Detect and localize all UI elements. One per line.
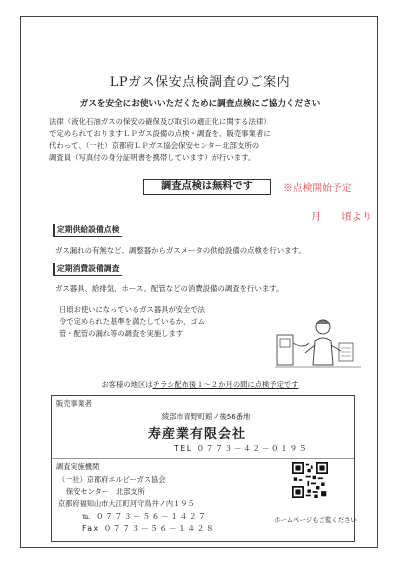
area-note-prefix: お客様の地区は (101, 380, 153, 389)
area-note-period: チラシ配布後１～２か月の間に点検予定です (152, 380, 299, 389)
section-supply-heading: 定期供給設備点検 (53, 224, 122, 237)
note-line: 令で定められた基準を満たしているか、ゴム (59, 317, 205, 326)
free-inspection-box: 調査点検は無料です (143, 179, 271, 195)
info-divider (52, 458, 354, 459)
intro-line: で定められておりますＬＰガス設備の点検・調査を、販売事業者に (49, 129, 271, 138)
inspector-label: 調査実施機関 (56, 462, 100, 471)
qr-code-icon (292, 462, 328, 498)
intro-line: 法律（液化石油ガスの保安の確保及び取引の適正化に関する法律） (49, 117, 271, 126)
intro-line: 代わって、（一社）京都府ＬＰガス協会保安センター北部支所の (49, 141, 260, 150)
intro-paragraph (49, 116, 357, 164)
inspector-org-line: （一社）京都府エルピーガス協会 (58, 475, 166, 484)
inspection-start-note: ※点検開始予定 (283, 183, 352, 194)
inspector-illustration (275, 313, 361, 371)
notice-subtitle: ガスを安全にお使いいただくために調査点検にご協力ください (79, 99, 321, 109)
contact-info-box (51, 395, 355, 542)
area-schedule-note (21, 380, 379, 390)
notice-page (20, 16, 378, 548)
seller-label: 販売事業者 (56, 399, 92, 408)
section-consumption-heading: 定期消費設備調査 (53, 263, 122, 276)
homepage-note: ホームページもご覧ください (274, 516, 357, 524)
section-consumption-text: ガス器具、給排気、ホース、配管などの消費設備の調査を行います。 (55, 284, 284, 293)
section-consumption-note (59, 304, 205, 340)
inspector-fax: Fax ０７７３－５６－１４２８ (82, 524, 216, 533)
inspector-tel: ℡ ０７７３－５６－１４２７ (82, 512, 208, 521)
section-supply-text: ガス漏れの有無など、調整器からガスメータの供給設備の点検を行います。 (55, 246, 306, 255)
note-line: 管・配管の漏れ等の調査を実施します (59, 329, 184, 338)
inspection-month-note: 月 頃より (311, 212, 373, 223)
seller-address: 綾部市青野町館ノ後56番地 (162, 412, 251, 421)
note-line: 日頃お使いになっているガス器具が安全で法 (59, 305, 205, 314)
inspector-center-line: 保安センター 北部支所 (66, 487, 145, 496)
intro-line: 調査員（写真付の身分証明書を携帯しています）が行います。 (49, 153, 256, 162)
notice-title: LPガス保安点検調査のご案内 (109, 75, 291, 90)
seller-company-name: 寿産業有限会社 (148, 427, 247, 442)
inspector-address-line: 京都府福知山市大江町河守鳥井ノ内１９５ (58, 499, 195, 508)
seller-tel: TEL ０７７３－４２－０１９５ (174, 444, 309, 453)
